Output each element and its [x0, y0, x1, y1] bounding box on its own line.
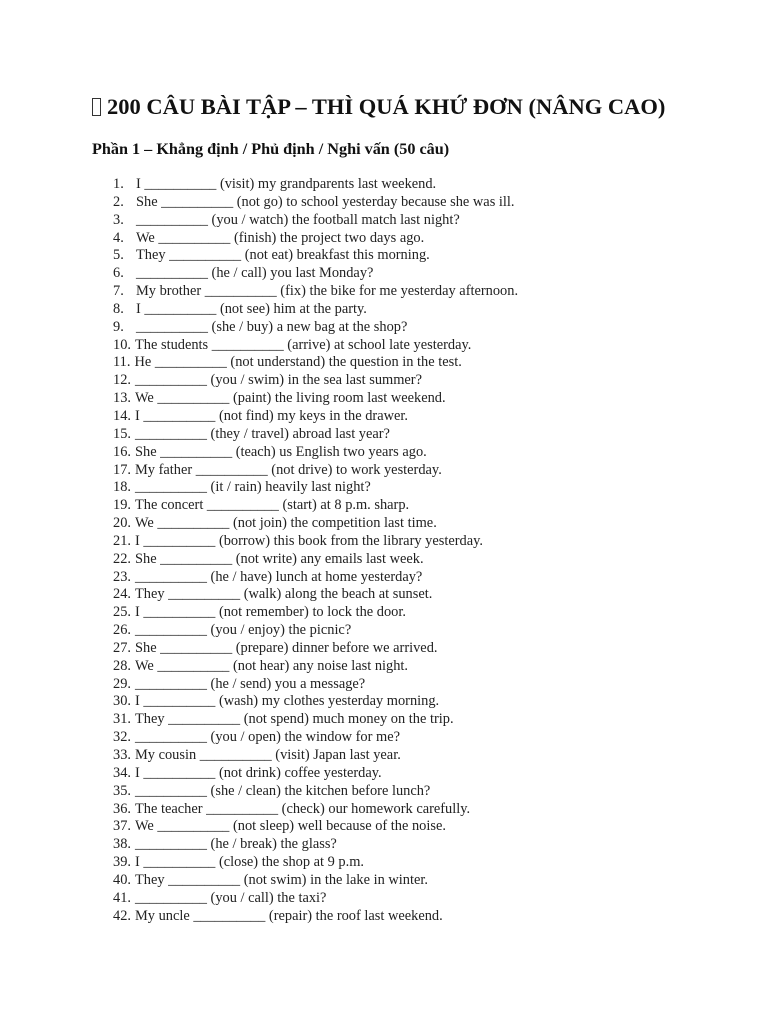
exercise-item	[113, 408, 673, 426]
exercise-text: I __________ (close) the shop at 9 p.m.	[135, 854, 365, 871]
exercise-list	[113, 176, 673, 925]
exercise-number: 30.	[113, 693, 131, 710]
exercise-text: The students __________ (arrive) at school late yesterday.	[135, 336, 472, 353]
exercise-text: She __________ (not write) any emails last week.	[135, 550, 424, 567]
exercise-number: 38.	[113, 836, 131, 853]
exercise-number: 2.	[113, 193, 124, 210]
exercise-text: We __________ (paint) the living room last weekend.	[135, 390, 446, 407]
exercise-item	[113, 265, 673, 283]
exercise-text: She __________ (prepare) dinner before we arrived.	[135, 639, 438, 656]
exercise-text: He __________ (not understand) the question in the test.	[134, 354, 462, 371]
exercise-number: 39.	[113, 854, 131, 871]
exercise-text: She __________ (not go) to school yesterday because she was ill.	[136, 193, 515, 210]
document-title-text: 200 CÂU BÀI TẬP – THÌ QUÁ KHỨ ĐƠN (NÂNG CAO)	[107, 94, 666, 119]
exercise-text: I __________ (not remember) to lock the door.	[135, 604, 406, 621]
exercise-text: __________ (you / call) the taxi?	[135, 889, 327, 906]
exercise-number: 31.	[113, 711, 131, 728]
exercise-text: The teacher __________ (check) our homework carefully.	[135, 800, 471, 817]
exercise-number: 35.	[113, 782, 131, 799]
exercise-number: 17.	[113, 461, 131, 478]
exercise-item	[113, 622, 673, 640]
exercise-text: I __________ (borrow) this book from the library yesterday.	[135, 532, 483, 549]
exercise-text: We __________ (not join) the competition last time.	[135, 515, 437, 532]
exercise-number: 20.	[113, 515, 131, 532]
exercise-text: We __________ (not sleep) well because of the noise.	[135, 818, 446, 835]
exercise-item	[113, 890, 673, 908]
exercise-item	[113, 801, 673, 819]
exercise-item	[113, 729, 673, 747]
exercise-text: __________ (she / clean) the kitchen before lunch?	[135, 782, 431, 799]
exercise-item	[113, 319, 673, 337]
document-title	[92, 92, 665, 122]
exercise-text: __________ (you / enjoy) the picnic?	[135, 622, 352, 639]
exercise-text: __________ (he / break) the glass?	[135, 836, 337, 853]
exercise-item	[113, 533, 673, 551]
exercise-item	[113, 872, 673, 890]
exercise-number: 22.	[113, 550, 131, 567]
exercise-item	[113, 337, 673, 355]
exercise-number: 26.	[113, 622, 131, 639]
exercise-item	[113, 854, 673, 872]
exercise-number: 14.	[113, 407, 131, 424]
exercise-item	[113, 479, 673, 497]
exercise-item	[113, 658, 673, 676]
exercise-item	[113, 444, 673, 462]
exercise-item	[113, 390, 673, 408]
exercise-number: 19.	[113, 497, 131, 514]
exercise-text: My uncle __________ (repair) the roof last weekend.	[135, 907, 443, 924]
exercise-number: 37.	[113, 818, 131, 835]
exercise-number: 13.	[113, 390, 131, 407]
exercise-number: 15.	[113, 425, 131, 442]
exercise-number: 11.	[113, 354, 131, 371]
exercise-item	[113, 836, 673, 854]
exercise-number: 42.	[113, 907, 131, 924]
exercise-item	[113, 426, 673, 444]
exercise-text: My father __________ (not drive) to work yesterday.	[135, 461, 442, 478]
exercise-item	[113, 551, 673, 569]
exercise-item	[113, 711, 673, 729]
exercise-number: 6.	[113, 265, 124, 282]
exercise-item	[113, 372, 673, 390]
exercise-number: 27.	[113, 639, 131, 656]
exercise-number: 3.	[113, 211, 124, 228]
exercise-item	[113, 247, 673, 265]
exercise-text: I __________ (visit) my grandparents last weekend.	[136, 176, 437, 192]
exercise-text: We __________ (not hear) any noise last night.	[135, 657, 409, 674]
exercise-number: 7.	[113, 283, 124, 300]
exercise-item	[113, 765, 673, 783]
exercise-item	[113, 283, 673, 301]
exercise-number: 29.	[113, 675, 131, 692]
exercise-item	[113, 515, 673, 533]
exercise-text: __________ (he / call) you last Monday?	[136, 265, 374, 282]
exercise-number: 21.	[113, 532, 131, 549]
exercise-item	[113, 747, 673, 765]
exercise-text: They __________ (not spend) much money on the trip.	[135, 711, 454, 728]
exercise-text: __________ (he / have) lunch at home yesterday?	[135, 568, 423, 585]
exercise-number: 36.	[113, 800, 131, 817]
exercise-item	[113, 194, 673, 212]
exercise-item	[113, 676, 673, 694]
exercise-item	[113, 462, 673, 480]
exercise-text: __________ (it / rain) heavily last night?	[135, 479, 371, 496]
exercise-number: 33.	[113, 747, 131, 763]
exercise-item	[113, 497, 673, 515]
exercise-text: __________ (you / watch) the football match last night?	[136, 211, 460, 228]
exercise-number: 23.	[113, 568, 131, 585]
exercise-number: 10.	[113, 336, 131, 353]
exercise-text: They __________ (not eat) breakfast this morning.	[136, 247, 430, 264]
section-heading: Phần 1 – Khẳng định / Phủ định / Nghi vấn (50 câu)	[92, 140, 450, 158]
exercise-number: 28.	[113, 657, 131, 674]
missing-glyph-icon	[92, 98, 101, 116]
exercise-text: I __________ (not find) my keys in the drawer.	[135, 407, 408, 424]
exercise-number: 5.	[113, 247, 124, 264]
exercise-text: __________ (you / swim) in the sea last summer?	[135, 372, 422, 389]
exercise-item	[113, 604, 673, 622]
exercise-text: I __________ (not drink) coffee yesterday.	[135, 764, 382, 781]
exercise-number: 8.	[113, 300, 124, 317]
exercise-text: The concert __________ (start) at 8 p.m. sharp.	[135, 497, 410, 514]
exercise-item	[113, 640, 673, 658]
exercise-item	[113, 230, 673, 248]
exercise-text: I __________ (not see) him at the party.	[136, 300, 367, 317]
exercise-item	[113, 569, 673, 587]
exercise-number: 4.	[113, 229, 124, 246]
exercise-text: __________ (you / open) the window for me?	[135, 729, 400, 746]
exercise-number: 34.	[113, 764, 131, 781]
exercise-text: We __________ (finish) the project two days ago.	[136, 229, 425, 246]
exercise-item	[113, 212, 673, 230]
exercise-item	[113, 176, 673, 194]
exercise-text: __________ (he / send) you a message?	[135, 675, 366, 692]
exercise-number: 9.	[113, 318, 124, 335]
exercise-number: 1.	[113, 176, 124, 192]
exercise-text: I __________ (wash) my clothes yesterday morning.	[135, 693, 440, 710]
exercise-number: 12.	[113, 372, 131, 389]
exercise-text: They __________ (walk) along the beach at sunset.	[135, 586, 433, 603]
exercise-number: 16.	[113, 443, 131, 460]
exercise-item	[113, 354, 673, 372]
exercise-number: 25.	[113, 604, 131, 621]
exercise-number: 41.	[113, 889, 131, 906]
exercise-text: My cousin __________ (visit) Japan last year.	[135, 747, 401, 763]
exercise-item	[113, 693, 673, 711]
exercise-number: 18.	[113, 479, 131, 496]
exercise-number: 40.	[113, 871, 131, 888]
exercise-text: __________ (she / buy) a new bag at the shop?	[136, 318, 408, 335]
exercise-item	[113, 301, 673, 319]
exercise-item	[113, 818, 673, 836]
exercise-text: She __________ (teach) us English two years ago.	[135, 443, 427, 460]
exercise-item	[113, 586, 673, 604]
exercise-text: They __________ (not swim) in the lake in winter.	[135, 871, 428, 888]
exercise-text: __________ (they / travel) abroad last year?	[135, 425, 390, 442]
exercise-number: 24.	[113, 586, 131, 603]
exercise-item	[113, 783, 673, 801]
exercise-text: My brother __________ (fix) the bike for me yesterday afternoon.	[136, 283, 519, 300]
exercise-item	[113, 908, 673, 926]
exercise-number: 32.	[113, 729, 131, 746]
